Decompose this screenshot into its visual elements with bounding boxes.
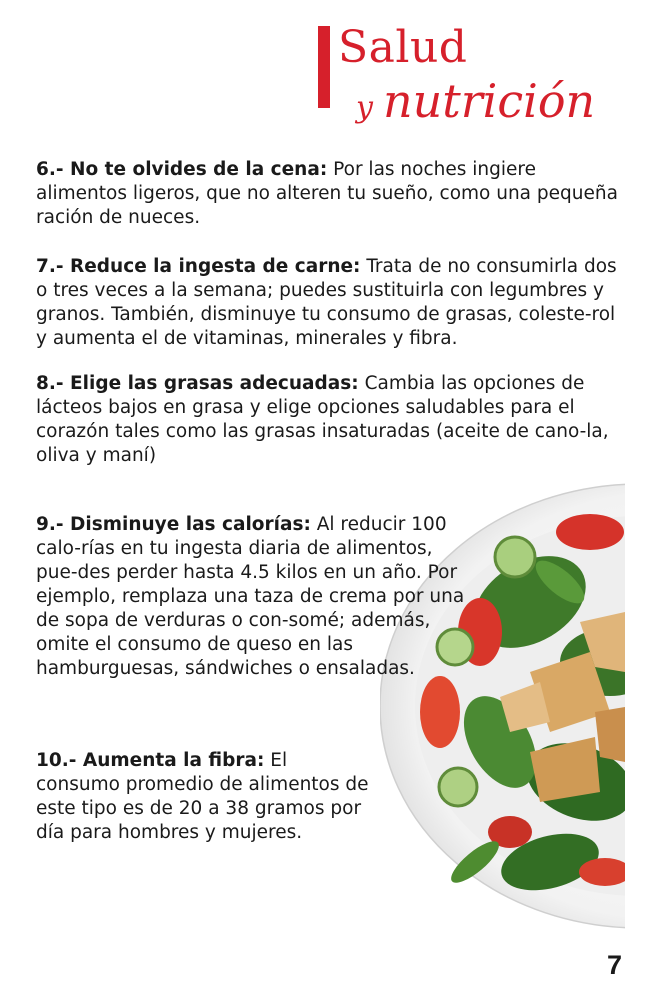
tip-7 xyxy=(36,255,626,351)
page-number: 7 xyxy=(606,950,622,980)
tip-6-title: 6.- No te olvides de la cena: xyxy=(36,159,328,180)
tip-10-title: 10.- Aumenta la fibra: xyxy=(36,750,265,771)
logo-title: Salud xyxy=(338,22,468,73)
logo-subtitle-word: nutrición xyxy=(382,74,596,128)
tip-9-body: Al reducir 100 calo-rías en tu ingesta diaria de alimentos, pue-des perder hasta 4.5 kilos en un año. Por ejemplo, remplaza una taza de crema por una de sopa de verduras o con-somé; además, omite el consumo de queso en las hamburguesas, sándwiches o ensaladas. xyxy=(36,514,465,679)
tip-9-title: 9.- Disminuye las calorías: xyxy=(36,514,311,535)
magazine-logo xyxy=(318,22,638,132)
tip-10 xyxy=(36,749,371,845)
logo-subtitle xyxy=(356,74,595,128)
tip-7-title: 7.- Reduce la ingesta de carne: xyxy=(36,256,361,277)
logo-y: y xyxy=(356,90,373,125)
tip-6 xyxy=(36,158,626,230)
tip-9 xyxy=(36,513,476,681)
tip-8 xyxy=(36,372,626,468)
tip-8-title: 8.- Elige las grasas adecuadas: xyxy=(36,373,359,394)
tip-7-body: Trata de no consumirla dos o tres veces a la semana; puedes sustituirla con legumbres y granos. También, disminuye tu consumo de grasas, coleste-rol y aumenta el de vitaminas, minerales y fibra. xyxy=(36,256,617,349)
logo-bar xyxy=(318,26,330,108)
tip-6-body: Por las noches ingiere alimentos ligeros, que no alteren tu sueño, como una pequeña ración de nueces. xyxy=(36,159,618,228)
tip-10-body: El consumo promedio de alimentos de este tipo es de 20 a 38 gramos por día para hombres y mujeres. xyxy=(36,750,369,843)
tip-8-body: Cambia las opciones de lácteos bajos en grasa y elige opciones saludables para el corazón tales como las grasas insaturadas (aceite de cano-la, oliva y maní) xyxy=(36,373,609,466)
